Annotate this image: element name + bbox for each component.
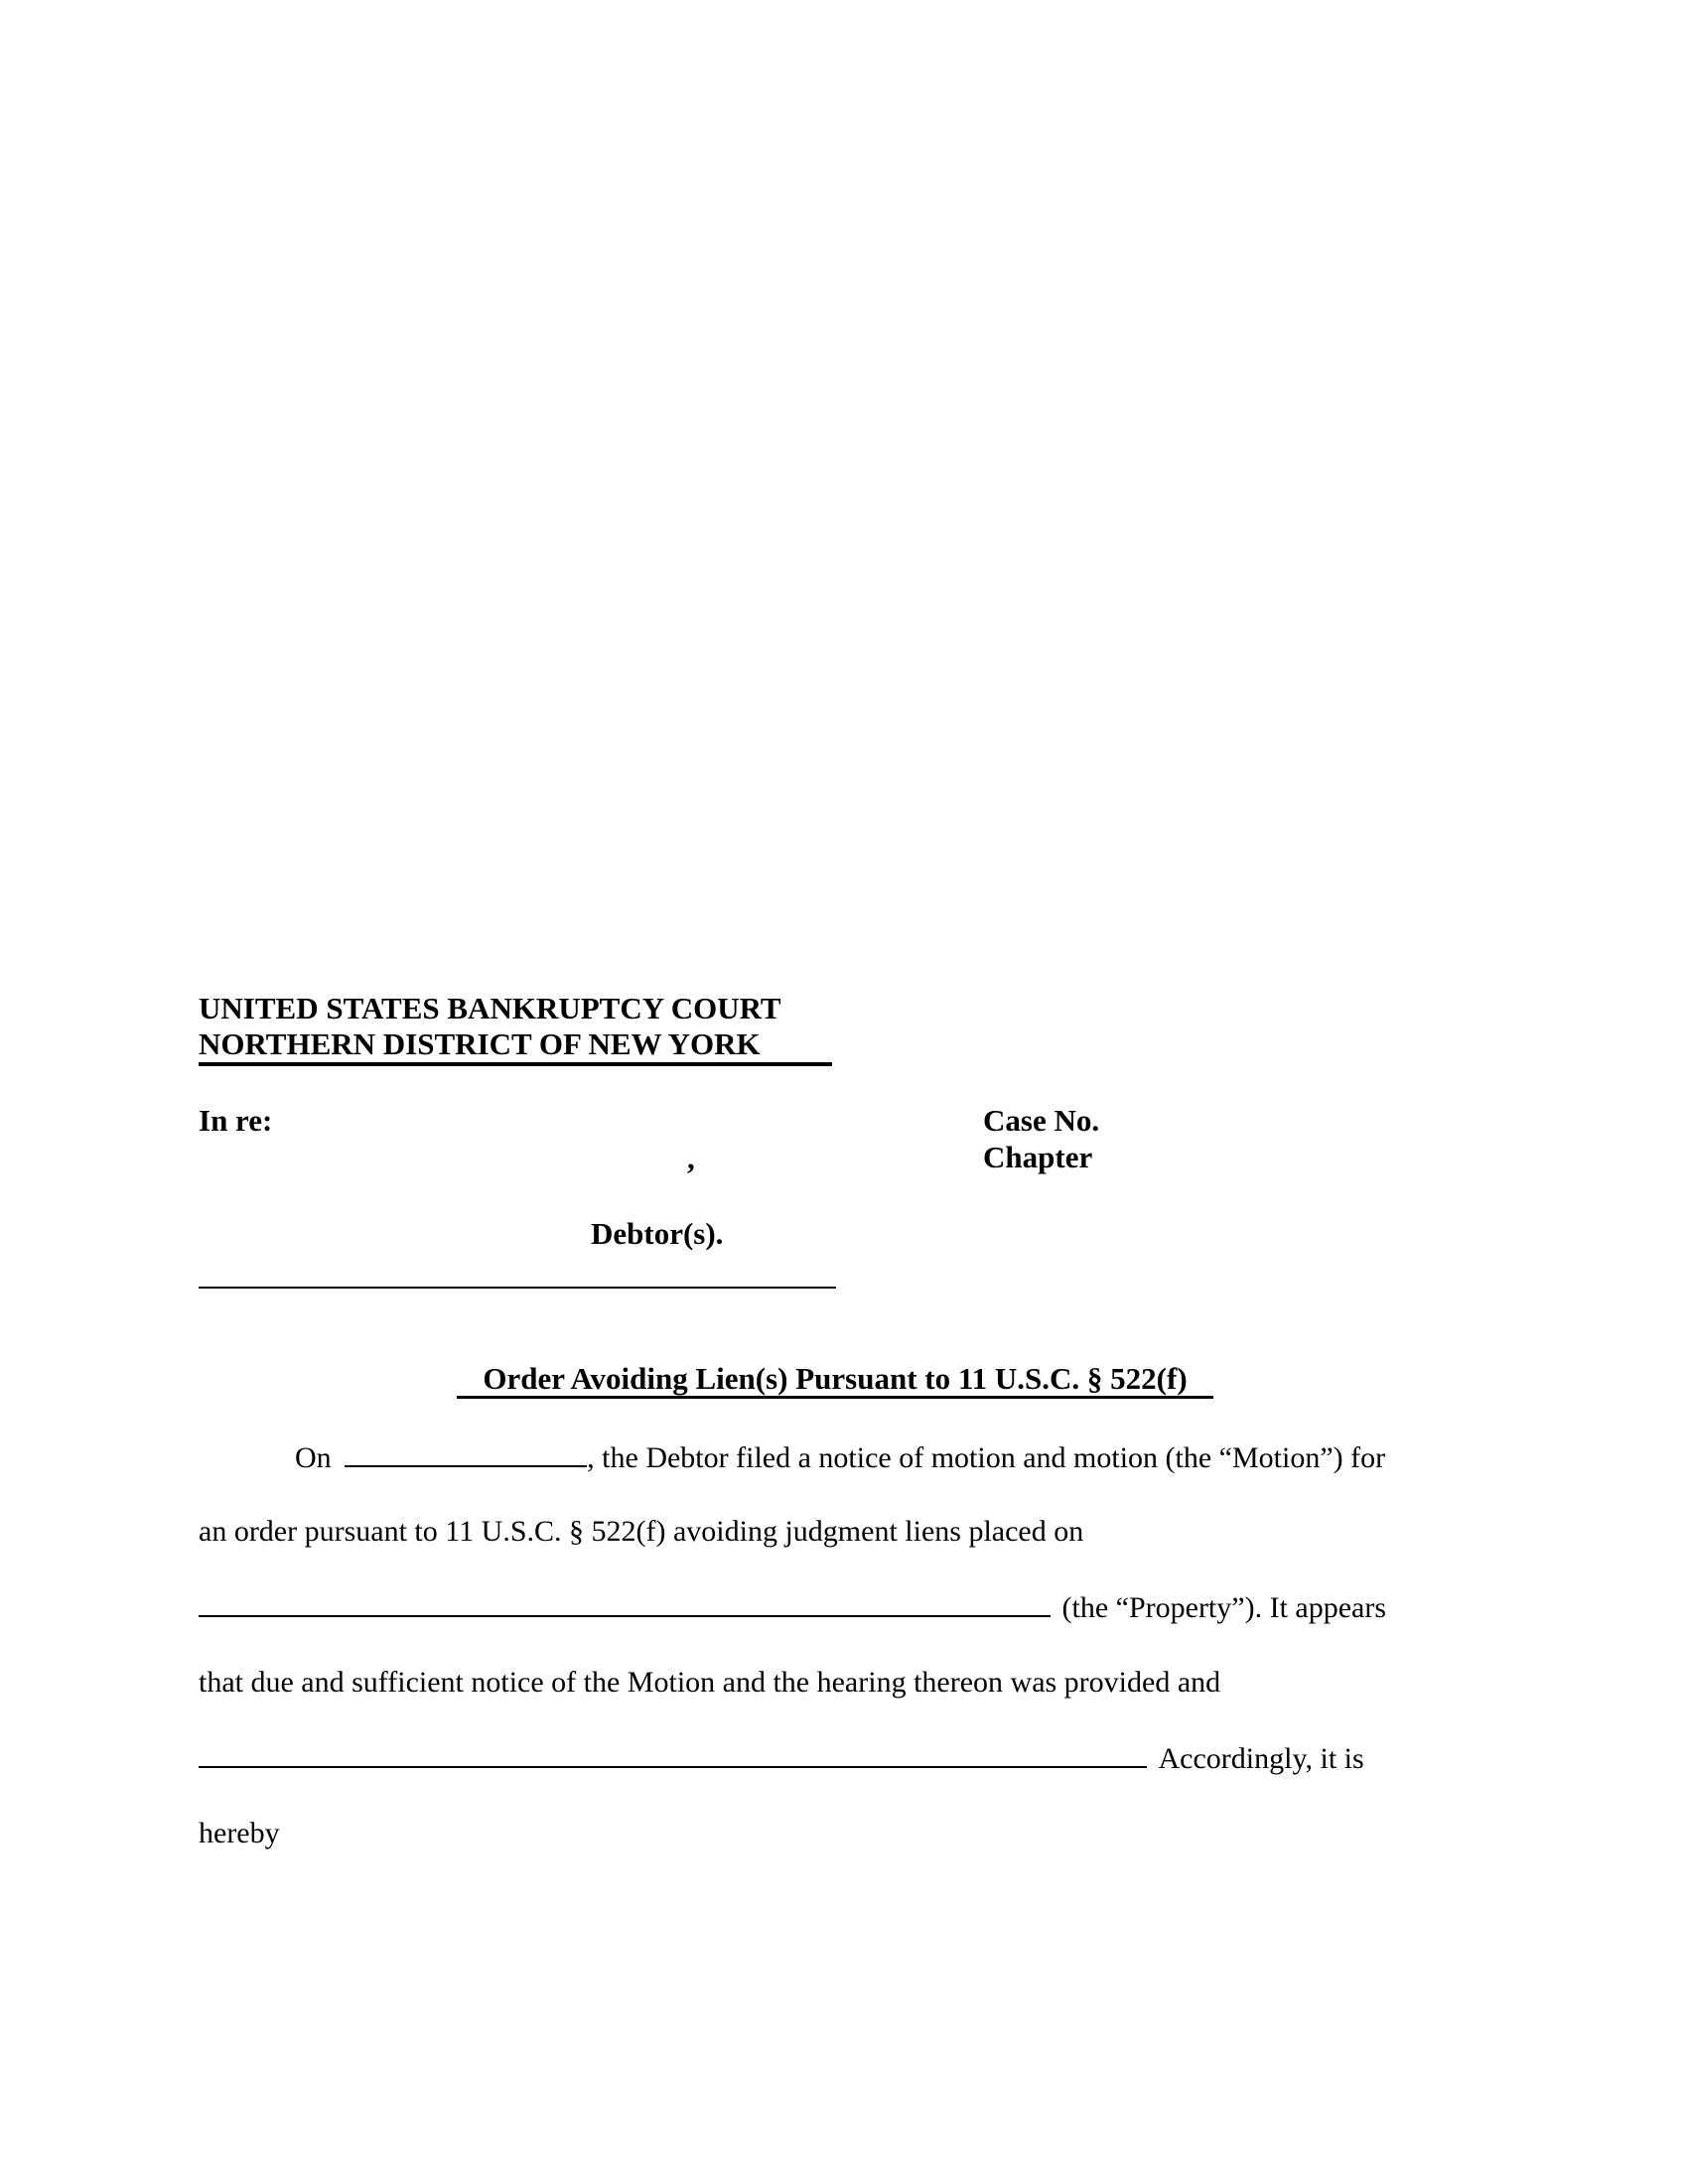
caption-separator-line	[199, 1287, 836, 1289]
in-re-label: In re:	[199, 1103, 273, 1138]
court-name: UNITED STATES BANKRUPTCY COURT	[199, 991, 781, 1025]
on-text: On	[295, 1441, 332, 1474]
case-no-label: Case No.	[983, 1103, 1100, 1138]
paragraph-line-2: an order pursuant to 11 U.S.C. § 522(f) avoiding judgment liens placed on	[199, 1515, 1084, 1548]
court-district-text: NORTHERN DISTRICT OF NEW YORK	[199, 1026, 761, 1061]
paragraph-line-5	[199, 1740, 1364, 1777]
paragraph-line-3	[199, 1589, 1386, 1626]
order-title-text: Order Avoiding Lien(s) Pursuant to 11 U.S.C. § 522(f)	[483, 1361, 1188, 1396]
line3-text: (the “Property”). It appears	[1061, 1591, 1387, 1624]
chapter-label: Chapter	[983, 1140, 1093, 1174]
paragraph-line-1	[295, 1439, 1385, 1476]
order-title	[457, 1362, 1213, 1399]
court-district	[199, 1026, 832, 1066]
debtor-label: Debtor(s).	[591, 1216, 724, 1251]
paragraph-line-6: hereby	[199, 1817, 280, 1849]
paragraph-line-4: that due and sufficient notice of the Motion and the hearing thereon was provided and	[199, 1666, 1221, 1699]
line5-text: Accordingly, it is	[1158, 1742, 1364, 1775]
debtor-name-comma: ,	[687, 1141, 695, 1175]
findings-blank[interactable]	[199, 1740, 1147, 1768]
filing-date-blank[interactable]	[345, 1439, 587, 1467]
property-description-blank[interactable]	[199, 1589, 1051, 1617]
line1-text: , the Debtor filed a notice of motion and motion (the “Motion”) for	[587, 1441, 1386, 1474]
